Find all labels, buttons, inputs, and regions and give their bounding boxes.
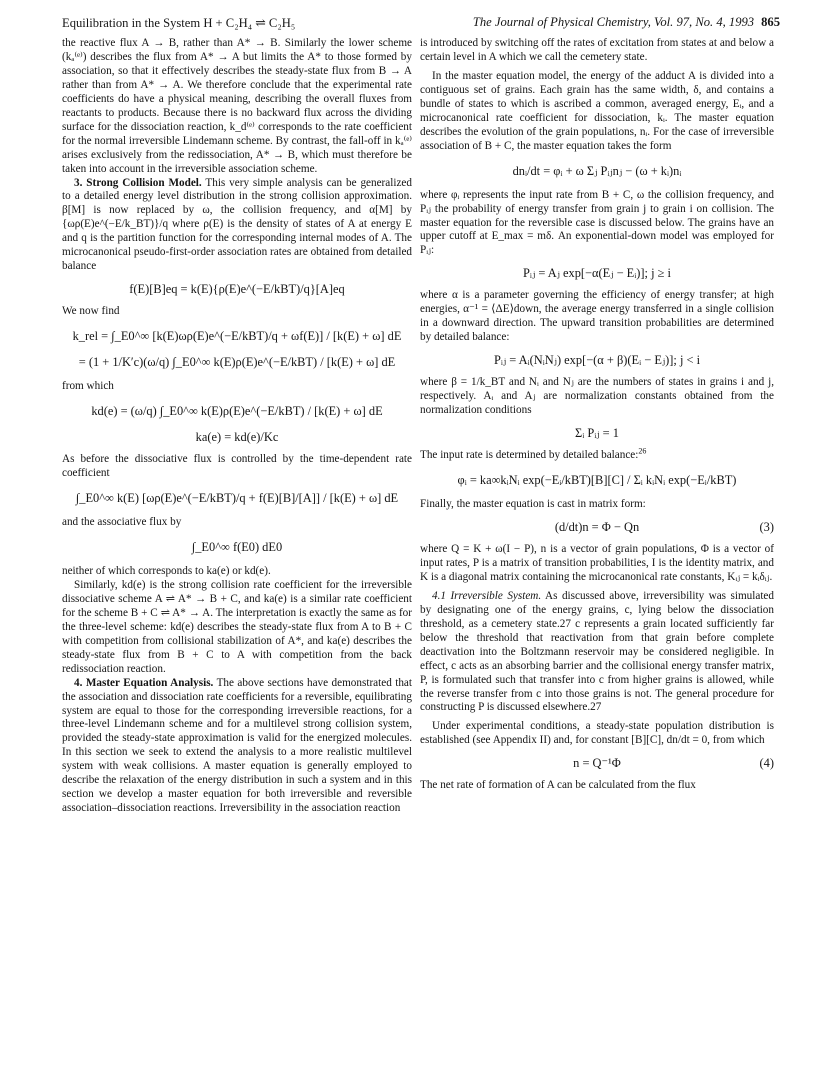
paragraph: Finally, the master equation is cast in matrix form: [420,498,646,511]
equation [62,429,412,446]
equation [62,281,412,298]
equation-text: Pᵢⱼ = Aᵢ(NᵢNⱼ) exp[−(α + β)(Eᵢ − Eⱼ)]; j < i [493,353,701,368]
section-3-paragraph [62,177,412,275]
paragraph: In the master equation model, the energy of the adduct A is divided into a contiguous set of grains. Each grain has the same width, δ, and contains a bundle of states to which is ascribed a common, averaged energy, Eᵢ, and a microcanonical rate coefficient for dissociation, kᵢ. The master equation describes the evolution of the grain populations, nᵢ. For the case of irreversible association of B + C, the master equation takes the form [420,69,774,152]
equation-text: k_rel = ∫_E0^∞ [k(E)ωρ(E)e^(−E/kBT)/q + ωf(E)] / [k(E) + ω] dE [72,329,402,344]
paragraph: and the associative flux by [62,516,182,529]
paragraph: where φᵢ represents the input rate from B + C, ω the collision frequency, and Pᵢⱼ the probability of energy transfer from grain j to grain i on collision. The master equation for the reversible case is discussed below. The grains have an upper cutoff at E_max = mδ. An exponential-down model was employed for Pᵢⱼ: [420,188,774,257]
equation-text: ka(e) = kd(e)/Kc [195,430,279,445]
running-title: Equilibration in the System H + C₂H₄ ⇌ C₂H₅ [62,16,296,30]
equation-text: n = Q⁻¹Φ [573,756,621,771]
paragraph: where Q = K + ω(I − P), n is a vector of grain populations, Φ is a vector of input rates, P is a matrix of transition probabilities, I is the identity matrix, and K is a diagonal matrix containing the microcanonical rate constants, Kᵢⱼ = kᵢδᵢⱼ. [420,542,774,583]
equation-number: (3) [759,519,774,534]
equation-text: ∫_E0^∞ f(E0) dE0 [191,539,283,554]
equation [420,755,774,772]
page-number: 865 [761,15,780,29]
paragraph: As before the dissociative flux is controlled by the time-dependent rate coefficient [62,453,412,480]
equation [420,519,774,536]
paragraph-text: The input rate is determined by detailed balance: [420,449,639,462]
paragraph: where α is a parameter governing the efficiency of energy transfer; at high energies, α⁻¹ = ⟨ΔE⟩down, the average energy transferred in a single collision in a downward direction. The upward transition probabilities are determined by detailed balance: [420,289,774,344]
equation [62,328,412,345]
equation-text: ∫_E0^∞ k(E) [ωρ(E)e^(−E/kBT)/q + f(E)[B]/[A]] / [k(E) + ω] dE [75,491,399,506]
equation-text: f(E)[B]eq = k(E){ρ(E)e^(−E/kBT)/q}[A]eq [129,282,345,297]
section-4-paragraph [62,677,412,817]
section-4-1-paragraph [420,590,774,716]
section-text: As discussed above, irreversibility was simulated by designating one of the energy grains, c, lying below the dissociation threshold, as a cemetery state.27 c represents a grain located sufficiently far below the threshold that reactivation from that grain before complete deactivation into the Boltzmann reservoir may be considered negligible. In effect, c acts as an absorbing barrier and the collisional energy transfer matrix, P, is formulated such that transfer into c from higher grains is allowed, while the reverse transfer from c into those grains is not. The general procedure for constructing P is discussed elsewhere.27 [420,589,774,714]
paragraph: Under experimental conditions, a steady-state population distribution is established (see Appendix II) and, for constant [B][C], dn/dt = 0, from which [420,720,774,747]
paragraph: Similarly, kd(e) is the strong collision rate coefficient for the irreversible dissociative scheme A ⇌ A* → B + C, and ka(e) is a similar rate coefficient for the scheme B + C ⇌ A* → A. The interpretation is exactly the same as for the three-level scheme: kd(e) describes the steady-state flux from A to B + C with competition from collisional stabilization of A*, and ka(e) describes the steady-state flux from B + C to A with competition from the back redissociation reaction. [62,578,412,675]
section-text: This very simple analysis can be generalized to a detailed energy level distribution in the strong collision approximation. β[M] is now replaced by ω, the collision frequency, and α[M] by {ωρ(E)e^(−E/k_BT)}/q where ρ(E) is the density of states of A at energy E and q is the partition function for the corresponding internal modes of A. The microcanonical pseudo-first-order association rates are obtained from detailed balance [62,176,412,273]
equation [420,472,774,489]
citation-ref: 26 [638,446,647,456]
journal-citation [473,15,780,30]
equation-text: φᵢ = ka∞kᵢNᵢ exp(−Eᵢ/kBT)[B][C] / Σᵢ kᵢNᵢ exp(−Eᵢ/kBT) [457,473,737,488]
paragraph: neither of which corresponds to ka(e) or kd(e). [62,564,271,577]
left-column [62,37,412,1047]
equation [62,490,412,507]
page-header [62,15,780,37]
section-heading: 3. Strong Collision Model. [74,176,202,189]
equation [62,403,412,420]
section-text: The above sections have demonstrated that the association and dissociation rate coefficients for a reversible, equilibrating system are equal to those for the corresponding irreversible reactions, for a three-level Lindemann scheme and for a multilevel strong collision system, provided the steady-state approximation is valid for the energized molecules. In this section we seek to extend the analysis to a more realistic multilevel system with weak collisions. A master equation is generally employed to describe the relaxation of the energy distribution in such a system and in this section we develop a master equation for both irreversible and reversible association–dissociation reactions. Irreversibility in the association reaction [62,676,412,815]
equation [420,163,774,180]
paragraph: We now find [62,305,120,318]
paragraph: the reactive flux A → B, rather than A* → B. Similarly the lower scheme (kₐ⁽ᵉ⁾) describes the flux from A* → A but limits the A* to those formed by association, so that it effectively describes the steady-state flux from B → A rather than from A* → A. We therefore conclude that the experimental rate coefficients do have a physical meaning, describing the overall fluxes from reactants to products. Because there is no backward flux across the dividing surface for the dissociation reaction, k_d⁽ᵉ⁾ corresponds to the rate coefficient for the normal irreversible Lindemann scheme. By contrast, the fall-off in kₐ⁽ᵉ⁾ arises exclusively from the redissociation, A* → B, which must therefore be taken into account in the irreversible association scheme. [62,37,412,175]
equation-text: = (1 + 1/K′c)(ω/q) ∫_E0^∞ k(E)ρ(E)e^(−E/kBT) / [k(E) + ω] dE [78,355,396,370]
paragraph: from which [62,380,114,393]
section-heading: 4. Master Equation Analysis. [74,676,214,689]
equation [420,425,774,442]
equation-number: (4) [759,756,774,771]
paragraph: is introduced by switching off the rates of excitation from states at and below a certain level in A which we call the cemetery state. [420,37,774,63]
equation [420,352,774,369]
equation [62,354,412,371]
equation-text: dnᵢ/dt = φᵢ + ω Σⱼ Pᵢⱼnⱼ − (ω + kᵢ)nᵢ [512,163,682,178]
section-heading: 4.1 Irreversible System. [432,589,542,602]
paragraph: where β = 1/k_BT and Nᵢ and Nⱼ are the numbers of states in grains i and j, respectively. Aᵢ and Aⱼ are normalization constants obtained from the normalization conditions [420,376,774,417]
equation [62,539,412,556]
equation-text: kd(e) = (ω/q) ∫_E0^∞ k(E)ρ(E)e^(−E/kBT) / [k(E) + ω] dE [91,404,383,419]
equation-text: Σᵢ Pᵢⱼ = 1 [575,426,619,441]
equation-text: (d/dt)n = Φ − Qn [554,519,640,534]
equation-text: Pᵢⱼ = Aⱼ exp[−α(Eⱼ − Eᵢ)]; j ≥ i [523,266,671,281]
equation [420,265,774,282]
right-column [420,37,774,1047]
journal-name: The Journal of Physical Chemistry, Vol. 97, No. 4, 1993 [472,15,755,29]
paragraph: The net rate of formation of A can be calculated from the flux [420,779,696,792]
paragraph [420,446,774,463]
